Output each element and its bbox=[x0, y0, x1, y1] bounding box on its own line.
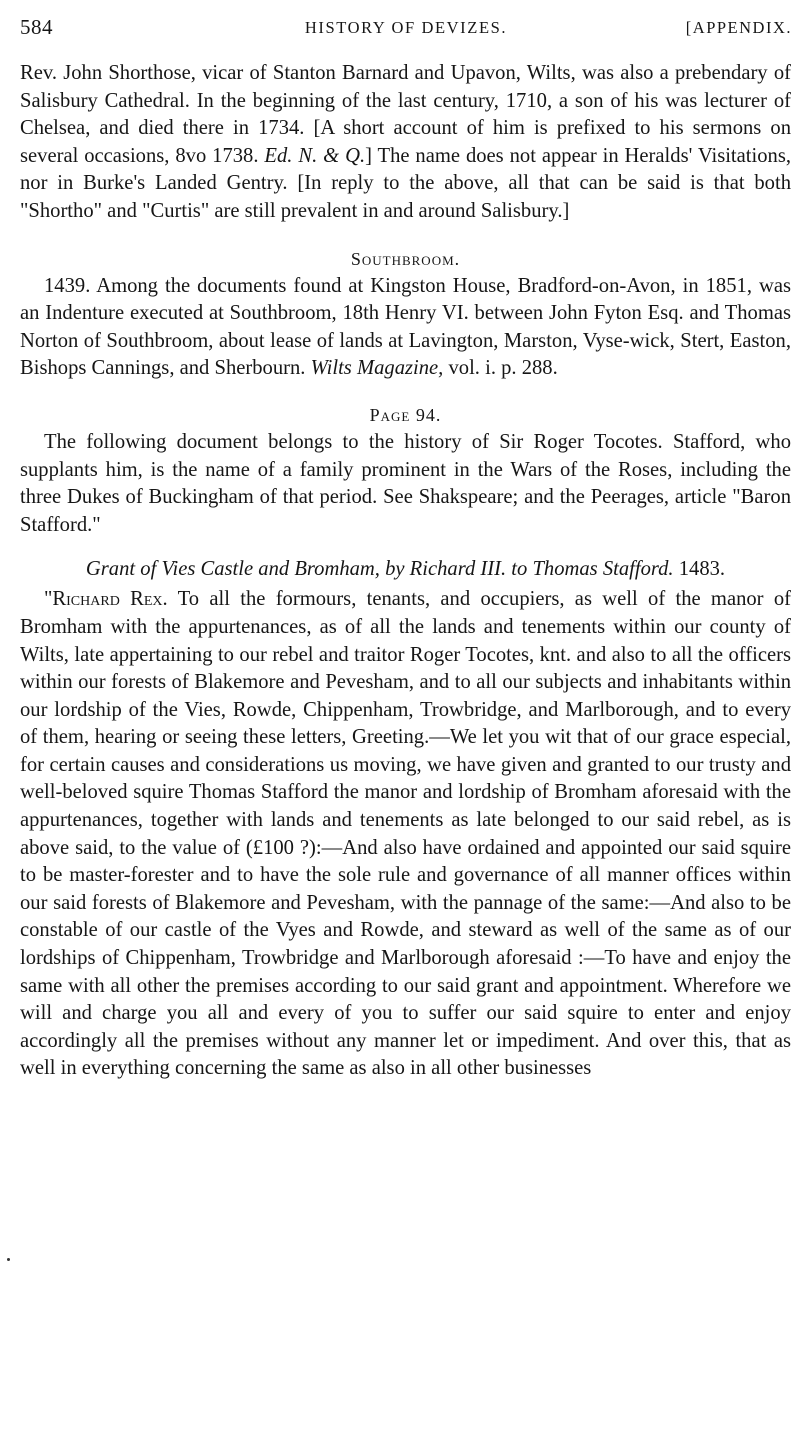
grant-title-main: Grant of Vies Castle and Bromham, by Richard III. to Thomas Stafford. bbox=[85, 558, 674, 581]
section-label: [APPENDIX. bbox=[685, 18, 792, 37]
page94-heading: Page 94. bbox=[369, 404, 442, 425]
grant-opening: "Richard Rex. bbox=[44, 588, 168, 611]
southbroom-paragraph bbox=[20, 273, 791, 383]
page-number: 584 bbox=[20, 15, 53, 39]
shorthose-text-continued: ] The name does not appear in Heralds' Visitations, nor in Burke's Landed Gentry. [In reply to the above, all that can be said is that both "Shortho" and "Curtis" are still prevalent in and around Salisbury.] bbox=[20, 144, 791, 222]
southbroom-citation-ref: vol. i. p. 288. bbox=[448, 357, 558, 380]
running-title: HISTORY OF DEVIZES. bbox=[304, 18, 508, 37]
grant-text: To all the formours, tenants, and occupiers, as well of the manor of Bromham with the appurtenances, as of all the lands and tenements within our county of Wilts, late appertaining to our rebel and traitor Roger Tocotes, knt. and also to all the officers within our forests of Blakemore and Pevesham, and to all our subjects and inhabitants within our lordship of the Vies, Rowde, Chippenham, Trowbridge, and Marlborough, and to every of them, hearing or seeing these letters, Greeting.—We let you wit that of our grace especial, for certain causes and considerations us moving, we have given and granted to our trusty and well-beloved squire Thomas Stafford the manor and lordship of Bromham aforesaid with the appurtenances, together with lands and tenements as late belonged to our said rebel, as is above said, to the value of (£100 ?):—And also have ordained and appointed our said squire to be master-forester and to have the sole rule and governance of all manner offices within our said forests of Blakemore and Pevesham, with the pannage of the same:—And also to be constable of our castle of the Vyes and Rowde, and steward as well of the same as of our lordships of Chippenham, Trowbridge and Marlborough aforesaid :—To have and enjoy the same with all other the premises according to our said grant and appointment. Wherefore we will and charge you all and every of you to suffer our said squire to enter and enjoy accordingly all the premises without any manner let or impediment. And over this, that as well in everything concerning the same as also in all other businesses bbox=[20, 588, 791, 1080]
southbroom-citation: Wilts Magazine, bbox=[310, 357, 444, 380]
grant-title-year: 1483. bbox=[678, 558, 726, 581]
southbroom-text: 1439. Among the documents found at Kingston House, Bradford-on-Avon, in 1851, was an Indenture executed at Southbroom, 18th Henry VI. between John Fyton Esq. and Thomas Norton of Southbroom, about lease of lands at Lavington, Marston, Vyse-wick, Stert, Easton, Bishops Cannings, and Sherbourn. bbox=[20, 274, 791, 380]
grant-paragraph bbox=[20, 586, 791, 1083]
margin-dot bbox=[7, 1258, 10, 1261]
page-body bbox=[20, 60, 791, 1083]
page-header bbox=[20, 12, 792, 42]
grant-title bbox=[20, 556, 791, 582]
shorthose-text: Rev. John Shorthose, vicar of Stanton Barnard and Upavon, Wilts, was also a prebendary of Salisbury Cathedral. In the beginning of the last century, 1710, a son of his was lecturer of Chelsea, and died there in 1734. [A short account of him is prefixed to his sermons on several occasions, 8vo 1738. bbox=[20, 62, 791, 167]
southbroom-heading: Southbroom. bbox=[350, 248, 461, 269]
page94-paragraph: The following document belongs to the history of Sir Roger Tocotes. Stafford, who supplants him, is the name of a family prominent in the Wars of the Roses, including the three Dukes of Buckingham of that period. See Shakspeare; and the Peerages, article "Baron Stafford." bbox=[20, 430, 791, 536]
shorthose-paragraph bbox=[20, 60, 791, 226]
shorthose-citation: Ed. N. & Q. bbox=[264, 144, 366, 167]
